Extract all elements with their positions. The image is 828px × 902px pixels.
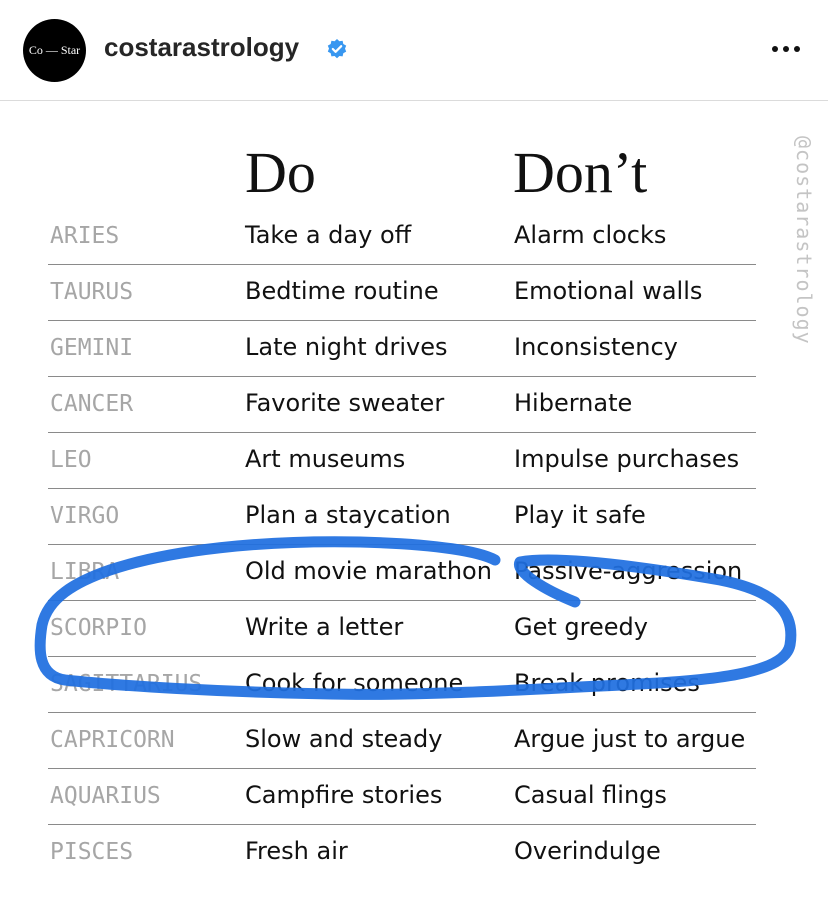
table-row <box>0 657 828 713</box>
zodiac-sign-label: TAURUS <box>50 279 134 305</box>
do-item: Plan a staycation <box>245 501 451 529</box>
do-item: Take a day off <box>245 221 412 249</box>
do-item: Favorite sweater <box>245 389 445 417</box>
do-item: Late night drives <box>245 333 448 361</box>
do-item: Old movie marathon <box>245 557 492 585</box>
do-item: Slow and steady <box>245 725 443 753</box>
do-item: Art museums <box>245 445 406 473</box>
zodiac-table <box>0 209 828 881</box>
table-row <box>0 321 828 377</box>
zodiac-sign-label: LEO <box>50 447 92 473</box>
dont-item: Break promises <box>514 669 700 697</box>
zodiac-sign-label: VIRGO <box>50 503 120 529</box>
zodiac-sign-label: AQUARIUS <box>50 783 161 809</box>
table-row <box>0 489 828 545</box>
dont-item: Hibernate <box>514 389 633 417</box>
dont-item: Get greedy <box>514 613 648 641</box>
dont-item: Inconsistency <box>514 333 678 361</box>
zodiac-sign-label: SCORPIO <box>50 615 147 641</box>
dont-item: Impulse purchases <box>514 445 740 473</box>
do-item: Campfire stories <box>245 781 443 809</box>
dont-item: Casual flings <box>514 781 667 809</box>
dont-item: Emotional walls <box>514 277 703 305</box>
watermark: @costarastrology <box>792 136 816 345</box>
dont-item: Overindulge <box>514 837 661 865</box>
post-header <box>0 0 828 101</box>
verified-badge-icon <box>326 38 348 60</box>
more-options-icon[interactable] <box>766 34 806 64</box>
table-row <box>0 769 828 825</box>
table-row <box>0 209 828 265</box>
zodiac-sign-label: CANCER <box>50 391 134 417</box>
dont-item: Play it safe <box>514 501 646 529</box>
dont-heading: Don’t <box>513 140 648 205</box>
dont-item: Passive-aggression <box>514 557 743 585</box>
zodiac-sign-label: GEMINI <box>50 335 134 361</box>
zodiac-sign-label: ARIES <box>50 223 120 249</box>
username-link[interactable]: costarastrology <box>104 32 300 62</box>
table-row <box>0 601 828 657</box>
table-row <box>0 433 828 489</box>
table-row <box>0 265 828 321</box>
dont-item: Argue just to argue <box>514 725 746 753</box>
dont-item: Alarm clocks <box>514 221 667 249</box>
zodiac-sign-label: PISCES <box>50 839 134 865</box>
table-row <box>0 545 828 601</box>
do-item: Fresh air <box>245 837 348 865</box>
do-heading: Do <box>245 140 316 205</box>
zodiac-sign-label: SAGITTARIUS <box>50 671 203 697</box>
do-item: Write a letter <box>245 613 404 641</box>
table-row <box>0 825 828 881</box>
zodiac-sign-label: CAPRICORN <box>50 727 175 753</box>
table-row <box>0 377 828 433</box>
do-item: Cook for someone <box>245 669 464 697</box>
do-item: Bedtime routine <box>245 277 439 305</box>
table-row <box>0 713 828 769</box>
zodiac-sign-label: LIBRA <box>50 559 120 585</box>
avatar[interactable]: Co — Star <box>23 19 86 82</box>
